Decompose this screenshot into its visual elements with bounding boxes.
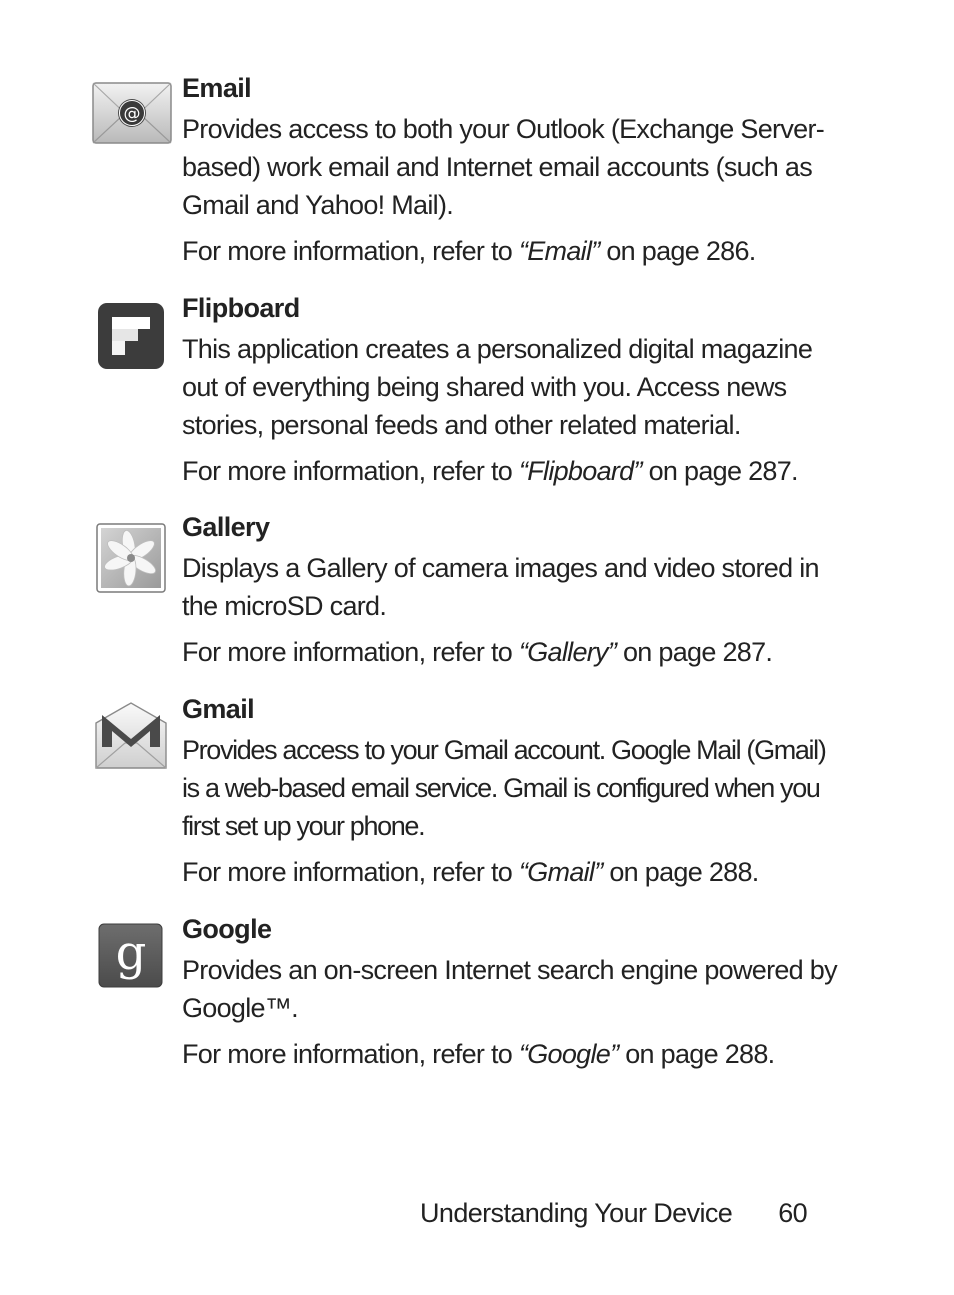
reference-link[interactable]: “Gallery” [518,637,617,667]
entry-reference [182,232,842,270]
reference-link[interactable]: “Flipboard” [518,456,642,486]
reference-prefix: For more information, refer to [182,1039,513,1069]
entry-title: Gmail [182,694,255,724]
reference-page: on page 287. [622,637,773,667]
page-footer [420,1194,807,1232]
entry-title: Flipboard [182,293,300,323]
entry-title: Gallery [182,512,270,542]
email-envelope-icon [92,82,172,144]
gallery-flower-icon [96,523,166,593]
entry-title: Email [182,73,252,103]
reference-prefix: For more information, refer to [182,857,513,887]
entry-description: Provides an on-screen Internet search engine powered by Google™. [182,955,837,1023]
reference-link[interactable]: “Email” [518,236,600,266]
entry-text [182,509,842,671]
reference-page: on page 288. [609,857,759,887]
reference-prefix: For more information, refer to [182,456,513,486]
flipboard-icon [97,302,165,370]
reference-link[interactable]: “Gmail” [518,857,603,887]
gmail-envelope-icon [95,701,167,769]
reference-page: on page 286. [606,236,756,266]
svg-text:g: g [115,925,147,981]
entry-reference [182,633,842,671]
entry-text [182,290,842,490]
reference-page: on page 287. [648,456,798,486]
entry-reference [182,1035,842,1073]
entry-description: Provides access to both your Outlook (Exchange Server-based) work email and Internet email accounts (such as Gmail and Yahoo! Mail). [182,114,825,220]
entry-text [182,911,842,1073]
entry-description: Displays a Gallery of camera images and video stored in the microSD card. [182,553,819,621]
reference-prefix: For more information, refer to [182,236,513,266]
svg-text:@: @ [123,104,141,124]
google-g-icon [98,923,163,988]
reference-page: on page 288. [625,1039,775,1069]
footer-section-title: Understanding Your Device [420,1198,733,1228]
entry-reference [182,853,842,891]
entry-description: This application creates a personalized digital magazine out of everything being shared with you. Access news stories, personal feeds and other related material. [182,334,813,440]
reference-prefix: For more information, refer to [182,637,513,667]
reference-link[interactable]: “Google” [518,1039,619,1069]
entry-text [182,691,842,891]
footer-page-number: 60 [778,1198,808,1228]
entry-description: Provides access to your Gmail account. Google Mail (Gmail) is a web-based email service. Gmail is configured when you first set up your phone. [182,735,826,841]
entry-title: Google [182,914,272,944]
entry-reference [182,452,842,490]
entry-text [182,70,842,270]
